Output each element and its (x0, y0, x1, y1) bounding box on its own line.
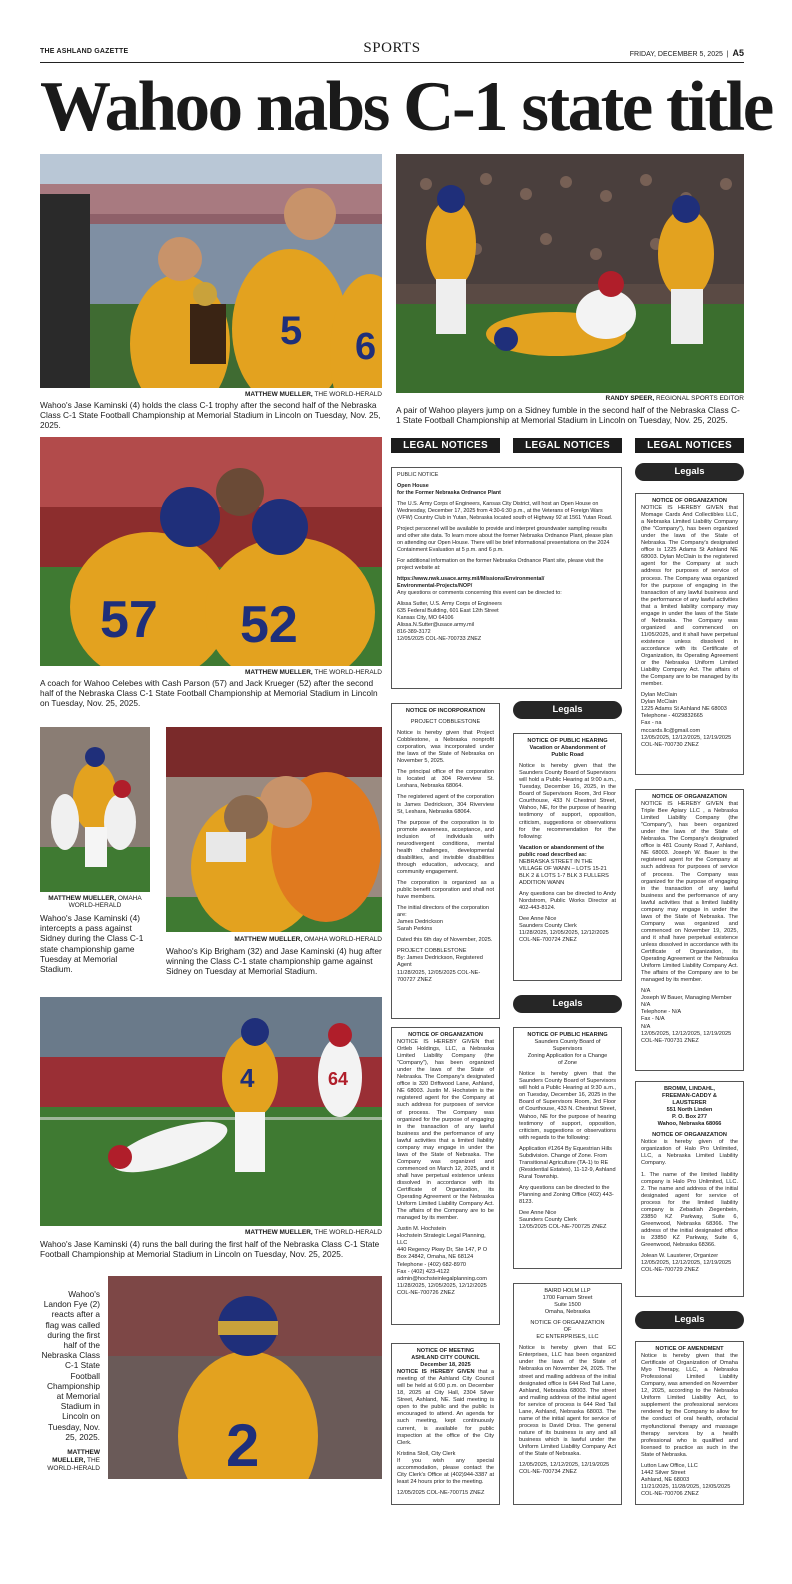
photo-landon-fye (108, 1276, 382, 1479)
notice-title: NOTICE OF ORGANIZATION (652, 794, 727, 800)
notice-firm: LAUSTERER (672, 1100, 707, 1107)
notice-body: Notice is hereby given that the Saunders County Board of Supervisors will hold a Public Hearing at 9:30 a.m., on Tuesday, December 16, 2025 in the Board of Supervisors Room, 3rd Floor of Courthouse, 433 N. Chestnut Street, Wahoo, NE for the purpose of hearing testimony of support, opposition, criticism, suggestions or observations with regards to the following: (519, 1071, 617, 1141)
photo-caption: A coach for Wahoo Celebes with Cash Parson (57) and Jack Krueger (52) after the second half of the Nebraska Class C-1 State Football Championship at Memorial Stadium in Lincoln on Tuesday, Nov. 25, 2025. (40, 678, 378, 709)
notice-subtitle: Zoning Application for a Change (527, 1053, 608, 1060)
notice-body: 1. The name of the limited liability company is Halo Pro Unlimited, LLC. 2. The name and address of the initial designated agent for service of process for the limited liability company is Zebadiah Ziegenbein, 23850 KZ Parkway, Suite 6, Greenwood, Nebraska 68366. The address of the initial designated office is 23850 KZ Parkway, Suite 6, Greenwood, Nebraska 68366. (641, 1171, 738, 1248)
notice-ref: 11/28/2025, 12/05/2025 COL-NE-700727 ZNEZ (397, 969, 481, 983)
notice-body: Notice is hereby given that Project Cobblestone, a Nebraska nonprofit corporation, was incorporated under the laws of the State of Nebraska on November 5, 2025. (397, 730, 494, 765)
notice-amendment-omaha-myo (635, 1341, 744, 1505)
notice-body: NEBRASKA STREET IN THE VILLAGE OF WANN – LOTS 15-21 BLK 2 & LOTS 1-7 BLK 3 FULLERS ADDITION WANN (519, 858, 609, 886)
notice-org-halo-pro (635, 1081, 744, 1297)
notice-title: NOTICE OF MEETING (416, 1348, 475, 1354)
notice-body: The principal office of the corporation is located at 304 Riverview St. Leshara, Nebraska 68064. (397, 769, 494, 790)
notice-address: 440 Regency Pkwy Dr, Ste 147, P O Box 24842, Omaha, NE 68124 (397, 1247, 488, 1261)
notice-title: EC ENTERPRISES, LLC (536, 1334, 599, 1341)
notice-subtitle: December 18, 2025 (420, 1362, 471, 1369)
notice-body: Notice is hereby given of the organization of Halo Pro Unlimited, LLC, a Nebraska Limited Liability Company. (641, 1139, 738, 1167)
notice-title: NOTICE OF PUBLIC HEARING (527, 738, 608, 744)
notice-firm: Omaha, Nebraska (544, 1309, 591, 1316)
notice-address: 1442 Silver Street (641, 1469, 686, 1476)
svg-text:52: 52 (240, 596, 298, 654)
notice-subtitle: Public Road (551, 752, 584, 759)
notice-director: James Dedrickson (397, 919, 444, 926)
svg-text:64: 64 (328, 1069, 349, 1089)
notice-body: Notice is hereby given that the Saunders County Board of Supervisors will hold a Public Hearing at 9:00 a.m., Tuesday, December 16, 2025, in the Board of Supervisors Room, 3rd Floor Courthouse, 433 N Chestnut Street, Wahoo, NE, for the purpose of hearing testimony of support, opposition, criticism, suggestions or observations for the recommendation for the following: (519, 763, 617, 840)
credit-name: RANDY SPEER, (605, 395, 655, 402)
notice-contact: Alissa.N.Sutter@usace.army.mil (397, 622, 474, 628)
notice-address: N/A (641, 1002, 651, 1009)
notice-title: NOTICE OF AMENDMENT (655, 1346, 724, 1352)
notice-body: The registered agent of the corporation is James Dedrickson, 304 Riverview St, Leshara, Nebraska 68064. (397, 794, 494, 815)
legal-notices-header: LEGAL NOTICES (635, 438, 744, 453)
notice-firm: Suite 1500 (554, 1302, 581, 1309)
notice-signature: Saunders County Clerk (519, 1217, 577, 1224)
notice-address: Joseph W Bauer, Managing Member (641, 995, 732, 1002)
notice-body: Vacation or abandonment of the public road described as: (519, 844, 605, 858)
notice-date: Dated this 6th day of November, 2025. (397, 937, 493, 944)
credit-org: REGIONAL SPORTS EDITOR (655, 395, 744, 402)
notice-title: for the Former Nebraska Ordnance Plant (397, 490, 501, 496)
notice-body: The corporation is organized as a public benefit corporation and shall not have members. (397, 879, 494, 901)
svg-text:2: 2 (226, 1412, 260, 1479)
notice-body: The initial directors of the corporation are: (397, 905, 490, 919)
photo-credit (40, 1229, 382, 1236)
photo-caption: Wahoo's Landon Fye (2) reacts after a flag was called during the first half of the Nebraska Class C-1 State Football Championship at Memorial Stadium in Lincoln on Tuesday, Nov. 25, 2025. (41, 1289, 100, 1442)
notice-hearing-zoning (513, 1027, 622, 1269)
notice-body: Any questions can be directed to Andy Nordstrom, Public Works Director at 402-443-8124. (519, 890, 616, 912)
notice-ref: 12/05/2025 COL-NE-700715 ZNEZ (397, 1489, 485, 1496)
photo-trophy (40, 154, 382, 388)
notice-contact: Kansas City, MO 64106 (397, 615, 454, 621)
notice-org-momage (635, 493, 744, 775)
page-dateline: FRIDAY, DECEMBER 5, 2025 | A5 (629, 48, 744, 58)
notice-body: For additional information on the former Nebraska Ordnance Plant site, please visit the project website at: (397, 558, 604, 571)
notice-signature: Dee Anne Nice (519, 1210, 557, 1217)
notice-subtitle: Vacation or Abandonment of (529, 745, 606, 752)
notice-org-ec-enterprises (513, 1283, 622, 1505)
photo-caption: Wahoo's Jase Kaminski (4) intercepts a pass against Sidney during the Class C-1 state championship game Tuesday at Memorial Stadium. (40, 913, 144, 975)
notice-body: that a meeting of the Ashland City Council will be held at 6:00 p.m. on December 18, 2025 at City Hall, 2304 Silver Street, Ashland, NE. Said meeting is open to the public and the public is encouraged to attend. An agenda for such meeting, kept continuously current, is available for public inspection at the office of the City Clerk. (397, 1369, 495, 1446)
notice-title: NOTICE OF INCORPORATION (405, 708, 486, 714)
notice-subtitle: of Zone (558, 1060, 577, 1067)
notice-body: NOTICE IS HEREBY GIVEN that Triple Bee Apiary LLC , a Nebraska Limited Liability Company (the "Company"), has been organized under the laws of the State of Nebraska. The Company's designated office is 481 County Road 7, Ashland, NE 68003. Joseph W. Bauer is the registered agent for the Company at such address for purposes of service of process. The Company was organized for the purpose of engaging in the transaction of any lawful business and the performance of any lawful activities that a limited liability company may engage in under the laws of the State of Nebraska. The Company was organized and commenced on November 19, 2025, and it shall have perpetual existence unless dissolved in accordance with its Certificate of Organization, its Operating Agreement or the Nebraska Uniform Limited Liability Company Act. The affairs of the Company are to be managed by its member. (641, 801, 738, 984)
photo-caption: Wahoo's Kip Brigham (32) and Jase Kaminski (4) hug after winning the Class C-1 state championship game against Sidney on Tuesday at Memorial Stadium. (166, 946, 382, 977)
notice-address: Dylan McClain (641, 699, 678, 706)
notice-subtitle: PROJECT COBBLESTONE (410, 719, 481, 726)
photo-coach-hug (40, 437, 382, 666)
credit-name: MATTHEW MUELLER, (244, 391, 313, 398)
credit-name: MATTHEW MUELLER, (244, 1229, 313, 1236)
photo-caption: Wahoo's Jase Kaminski (4) runs the ball during the first half of the Nebraska Class C-1 State Football Championship at Memorial Stadium in Lincoln on Tuesday, Nov. 25, 2025. (40, 1239, 380, 1260)
photo-caption: Wahoo's Jase Kaminski (4) holds the class C-1 trophy after the second half of the Nebraska Class C-1 State Football Championship at Memorial Stadium in Lincoln on Tuesday, Nov. 25, 2025. (40, 400, 381, 431)
credit-org: THE WORLD-HERALD (314, 669, 382, 676)
legal-notices-header: LEGAL NOTICES (513, 438, 622, 453)
notice-signature: By: James Dedrickson, Registered Agent (397, 955, 483, 969)
notice-city-council-meeting (391, 1343, 500, 1505)
section-name: SPORTS (363, 40, 421, 56)
notice-subtitle: ASHLAND CITY COUNCIL (411, 1355, 480, 1362)
notice-body: NOTICE IS HEREBY GIVEN that Momage Cards And Collectibles LLC, a Nebraska Limited Liability Company (the "Company"), has been organized under the laws of the State of Nebraska. The Company's designated office is 1225 Adams St Ashland NE 68003. Dylan McClain is the registered agent for the Company at such address for purposes of service of process. The Company was organized for the purpose of engaging in the transaction of any lawful business and the performance of any lawful activities that a limited liability company may engage in under the laws of the State of Nebraska. The Company was organized and commenced on 11/05/2025, and it shall have perpetual existence unless dissolved in accordance with its Certificate of Organization, its Operating Agreement or the Nebraska Uniform Limited Liability Company Act. The affairs of the Company are to be managed by its member. (641, 505, 738, 688)
photo-run (40, 997, 382, 1226)
credit-org: THE WORLD-HERALD (47, 1457, 100, 1472)
notice-firm: 551 North Linden (666, 1107, 713, 1114)
credit-org: THE WORLD-HERALD (314, 391, 382, 398)
notice-signature: Dee Anne Nice (519, 916, 557, 923)
page-number: A5 (732, 48, 744, 58)
photo-credit (40, 669, 382, 676)
svg-text:57: 57 (100, 591, 158, 649)
notice-title: NOTICE OF PUBLIC HEARING (527, 1032, 608, 1038)
photo-intercept (40, 727, 150, 892)
legals-header: Legals (635, 463, 744, 481)
notice-firm: BROMM, LINDAHL, (664, 1086, 715, 1092)
legals-header: Legals (513, 701, 622, 719)
notice-body: Any questions or comments concerning this event can be directed to: (397, 590, 562, 596)
notice-address: Telephone - (402) 682-8970 (397, 1261, 467, 1268)
notice-signature: PROJECT COBBLESTONE (397, 948, 467, 955)
notice-hearing-road-vacation (513, 733, 622, 981)
notice-url: Environmental-Projects/NOP/ (397, 583, 473, 589)
notice-signature: Saunders County Clerk (519, 923, 577, 930)
svg-text:5: 5 (280, 309, 303, 353)
notice-contact: 816-389-3172 (397, 629, 431, 635)
notice-address: Lutton Law Office, LLC (641, 1462, 698, 1469)
notice-director: Sarah Perkins (397, 926, 433, 933)
notice-body: NOTICE IS HEREBY GIVEN that Ortleb Holdings, LLC, a Nebraska Limited Liability Company (the "Company"), has been organized under the laws of the State of Nebraska. The Company's designated office is 320 Driftwood Lane, Ashland, NE 68003. Justin M. Hochstein is the registered agent for the Company at such address for purposes of service of process. The Company was organized for the purpose of engaging in the transaction of any lawful business and the performance of any lawful activities that a limited liability company may engage in under the laws of the State of Nebraska. The Company was organized and commenced on March 12, 2025, and it shall have perpetual existence unless dissolved in accordance with its Certificate of Organization, its Operating Agreement or the Nebraska Uniform Limited Liability Company Act. The affairs of the Company are to be managed by its member. (397, 1039, 494, 1222)
credit-org: OMAHA WORLD-HERALD (303, 936, 382, 943)
photo-caption: A pair of Wahoo players jump on a Sidney fumble in the second half of the Nebraska Class C-1 State Football Championship at Memorial Stadium in Lincoln on Tuesday, Nov. 25, 2025. (396, 405, 740, 426)
notice-address: Dylan McClain (641, 692, 678, 699)
photo-credit (40, 1449, 100, 1473)
photo-credit (396, 395, 744, 402)
notice-lead: NOTICE IS HEREBY GIVEN (397, 1369, 475, 1376)
notice-subtitle: Supervisors (552, 1046, 583, 1053)
notice-firm: 1700 Farnam Street (542, 1295, 593, 1302)
notice-title: NOTICE OF ORGANIZATION (530, 1320, 605, 1327)
notice-ref: 11/28/2025, 12/05/2025, 12/12/2025 COL-NE-700724 ZNEZ (519, 930, 609, 944)
svg-text:4: 4 (240, 1063, 255, 1093)
notice-address: Telephone - N/A (641, 1009, 682, 1016)
notice-ordnance-open-house (391, 467, 622, 689)
notice-address: Ashland, NE 68003 (641, 1476, 690, 1483)
notice-address: Justin M. Hochstein (397, 1226, 446, 1233)
credit-name: MATTHEW MUELLER, (244, 669, 313, 676)
notice-address: Telephone - 4029832665 (641, 713, 703, 720)
paper-name: THE ASHLAND GAZETTE (40, 48, 129, 55)
notice-body: Notice is hereby given that EC Enterprises, LLC has been organized under the laws of the State of Nebraska on November 24, 2025. The street and mailing address of the initial designated office is 644 Red Tail Lane, Ashland, Nebraska 68003. The street and mailing address of the initial agent for service of process is 644 Red Tail Lane, Ashland, Nebraska 68003. The name of the initial agent for service of process is David Driss. The general nature of its business is any and all business which is lawful under the Uniform Limited Liability Company Act of the State of Nebraska. (519, 1345, 616, 1458)
notice-body: The U.S. Army Corps of Engineers, Kansas City District, will host an Open House on Wednesday, December 17, 2025 from 4:30-6:30 p.m., at the Veterans of Foreign Wars (VFW) Country Club in Yutan, Nebraska located south of Highway 92 at 1561 Yutan Road. (397, 501, 613, 521)
masthead-rule (40, 62, 744, 63)
notice-contact: 635 Federal Building, 601 East 12th Street (397, 608, 499, 614)
legals-header: Legals (513, 995, 622, 1013)
photo-credit (166, 936, 382, 943)
notice-ref: 12/05/2025, 12/12/2025, 12/19/2025 COL-NE-700730 ZNEZ (641, 734, 732, 748)
photo-credit (40, 391, 382, 398)
notice-address: admin@hochsteinlegalplanning.com (397, 1275, 487, 1282)
notice-address: N/A (641, 1023, 651, 1030)
notice-org-ortleb (391, 1027, 500, 1325)
notice-title: NOTICE OF ORGANIZATION (652, 1132, 727, 1139)
notice-title: NOTICE OF ORGANIZATION (408, 1032, 483, 1038)
credit-name: MATTHEW MUELLER, (48, 895, 117, 902)
notice-address: Fax - (402) 423-4122 (397, 1268, 450, 1275)
notice-body: Any questions can be directed to the Planning and Zoning Office (402) 443-8123. (519, 1184, 614, 1206)
notice-title: NOTICE OF ORGANIZATION (652, 498, 727, 504)
notice-firm: BAIRD HOLM LLP (544, 1288, 591, 1294)
headline: Wahoo nabs C-1 state title (40, 68, 772, 146)
notice-body: If you wish any special accommodation, please contact the City Clerk's Office at (402)944-3387 at least 24 hours prior to the meeting. (397, 1457, 494, 1485)
notice-ref: 12/05/2025, 12/12/2025, 12/19/2025 COL-NE-700729 ZNEZ (641, 1260, 732, 1274)
photo-credit (40, 895, 150, 909)
notice-title: Open House (397, 483, 429, 489)
notice-project-cobblestone (391, 703, 500, 1019)
notice-signature: Kristina Stoll, City Clerk (397, 1450, 456, 1457)
legal-notices-header: LEGAL NOTICES (391, 438, 500, 453)
svg-text:6: 6 (355, 326, 377, 368)
notice-title: OF (563, 1327, 572, 1334)
notice-ref: 11/21/2025, 11/28/2025, 12/05/2025 COL-NE-700706 ZNEZ (641, 1483, 731, 1497)
notice-url: https://www.nwk.usace.army.mil/Missions/Environmental/ (397, 576, 545, 582)
notice-address: 1225 Adams St Ashland NE 68003 (641, 706, 727, 713)
notice-address: Hochstein Strategic Legal Planning, LLC (397, 1233, 486, 1247)
notice-ref: 11/28/2025, 12/05/2025, 12/12/2025 COL-NE-700726 ZNEZ (397, 1282, 487, 1296)
credit-name: MATTHEW MUELLER, (234, 936, 303, 943)
notice-ref: 12/05/2025 COL-NE-700733 ZNEZ (397, 636, 482, 642)
notice-firm: Wahoo, Nebraska 68066 (657, 1121, 722, 1128)
issue-date: FRIDAY, DECEMBER 5, 2025 (629, 51, 723, 58)
notice-body: Project personnel will be available to provide and interpret groundwater sampling results and other site data. To learn more about the former Nebraska Ordnance Plant, please plan on attending our Open House. There will be brief informational presentations on the 2024 Containment Evaluation at 5 p.m. and 6 p.m. (397, 526, 613, 553)
notice-contact: Alissa Sutter, U.S. Army Corps of Engineers (397, 601, 502, 607)
credit-name: MATTHEW MUELLER, (52, 1449, 100, 1464)
notice-ref: 12/05/2025, 12/12/2025, 12/19/2025 COL-NE-700734 ZNEZ (519, 1462, 610, 1476)
notice-body: Application #1264 By Equestrian Hills Subdivision. Change of Zone. From Transitional Agriculture (TA-1) to RE (Residential Estates), 11-12-9, Ashland Rural Township. (519, 1145, 616, 1180)
notice-subtitle: Saunders County Board of (534, 1039, 601, 1046)
notice-address: N/A (641, 988, 651, 995)
notice-body: Notice is hereby given that the Certificate of Organization of Omaha Myo Therapy, LLC, a Nebraska Professional Limited Liability Company, was amended on November 12, 2025, according to the Nebraska Uniform Limited Liability Act, to supplement the professional services rendered by the Company to allow for the conduct of oral health, orofacial myofunctional therapy and massage therapy services by a health professional who is qualified and licensed to practice as such in the State of Nebraska. (641, 1353, 738, 1458)
photo-player-hug (166, 727, 382, 932)
notice-address: Fax - na (641, 720, 662, 727)
legals-header: Legals (635, 1311, 744, 1329)
notice-firm: FREEMAN-CADDY & (662, 1093, 717, 1100)
notice-org-triple-bee (635, 789, 744, 1071)
notice-label: PUBLIC NOTICE (397, 472, 439, 478)
notice-ref: 12/05/2025, 12/12/2025, 12/19/2025 COL-NE-700731 ZNEZ (641, 1030, 732, 1044)
notice-signature: Jolean W. Lausterer, Organizer (641, 1253, 719, 1260)
notice-address: mccards.llc@gmail.com (641, 727, 701, 734)
notice-body: The purpose of the corporation is to promote awareness, acceptance, and inclusion of individuals with neurodivergent conditions, mental health challenges, developmental disabilities, and invisible disabilities through education, advocacy, and community engagement. (397, 819, 494, 875)
masthead (40, 40, 744, 64)
notice-ref: 12/05/2025 COL-NE-700725 ZNEZ (519, 1224, 607, 1231)
credit-org: OMAHA WORLD-HERALD (68, 895, 142, 909)
credit-org: THE WORLD-HERALD (314, 1229, 382, 1236)
photo-fumble (396, 154, 744, 393)
notice-firm: P. O. Box 277 (671, 1114, 708, 1121)
notice-address: Fax - N/A (641, 1016, 665, 1023)
